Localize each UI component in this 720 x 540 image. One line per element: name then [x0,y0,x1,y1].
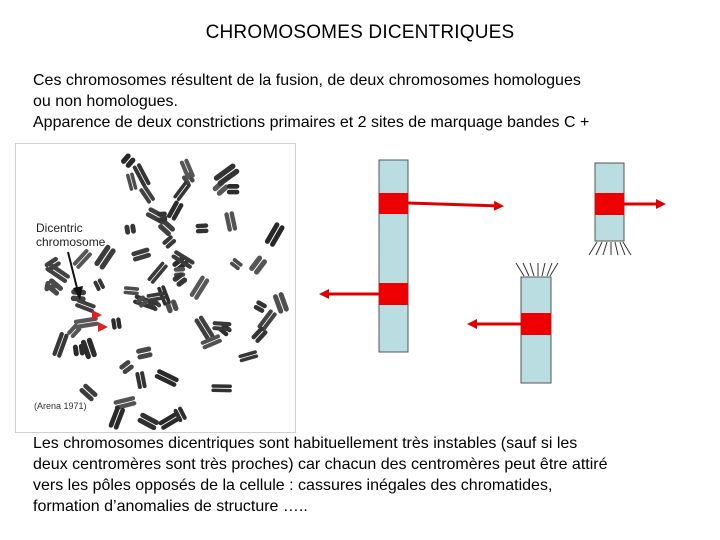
chromosome-blob [72,248,93,269]
photo-caption: (Arena 1971) [34,401,87,411]
page-title: CHROMOSOMES DICENTRIQUES [205,22,515,43]
chromosome-blob [93,278,106,292]
arrow-right-upper [408,203,500,206]
metaphase-spread-image [16,144,296,433]
pointer-arrow [68,252,78,292]
chromosome-blob [229,257,243,271]
c-band-lower [379,283,408,305]
chromosome-blob [108,405,126,430]
c-band-upper [379,193,408,214]
fragment-band [521,313,551,335]
chromosome-blob [147,261,169,285]
chromosome-blob [189,275,210,301]
chromosome-blob [52,331,69,358]
chromosome-blob [123,286,139,295]
chromosome-blob [126,172,138,191]
dicentric-diagram [300,150,700,390]
intro-line: Ces chromosomes résultent de la fusion, de deux chromosomes homologues [33,72,581,89]
chromosome-blob [78,383,98,402]
chromosome-blob [136,346,153,360]
centromere-marker [98,322,108,332]
chromosome-blob [137,412,160,431]
chromosome-blob [253,300,268,314]
explanation-line: vers les pôles opposés de la cellule : cassures inégales des chromatides, [33,477,553,494]
fragment-band [595,193,624,215]
chromosome-blob [118,359,134,375]
chromosome-blob [224,211,238,232]
chromosome-body [379,160,408,352]
chromosome-blob [264,221,285,247]
chromosome-blob [238,350,259,363]
chromosome-blob [111,317,122,330]
breakage-lines-bottom [589,242,631,255]
chromosome-blob [131,247,152,262]
chromosome-blob [139,185,156,205]
chromosome-blob [272,291,289,314]
explanation-line: deux centromères sont très proches) car chacun des centromères peut être attiré [33,456,608,473]
breakage-lines-top [516,263,558,276]
chromosome-blob [213,162,241,187]
intro-line: Apparence de deux constrictions primaires et 2 sites de marquage bandes C + [33,114,590,131]
chromosome-blob [172,271,189,287]
chromosome-blob [195,223,208,233]
karyotype-photo [15,143,296,433]
intro-text [33,70,693,133]
intro-line: ou non homologues. [33,93,178,110]
chromosome-blob [154,368,179,387]
chromosome-blob [135,371,147,390]
dicentric-label [36,221,105,249]
chromosome-blob [166,200,184,222]
chromosome-blob [124,223,136,235]
dicentric-chromosome [379,160,408,352]
explanation-line: formation d’anomalies de structure ….. [33,498,308,515]
chromosome-blob [248,255,268,276]
chromosome-blob [162,234,177,249]
explanation-line: Les chromosomes dicentriques sont habituellement très instables (sauf si les [33,435,578,452]
chromosome-blob [227,184,240,194]
chromosome-fragment-upper [589,163,631,255]
explanation-text [33,433,713,517]
chromosome-blob [179,158,195,180]
chromosome-blob [211,384,232,392]
dicentric-label-line2: chromosome [36,235,106,249]
dicentric-label-line1: Dicentric [36,221,83,235]
chromosome-fragment-lower [516,263,558,383]
